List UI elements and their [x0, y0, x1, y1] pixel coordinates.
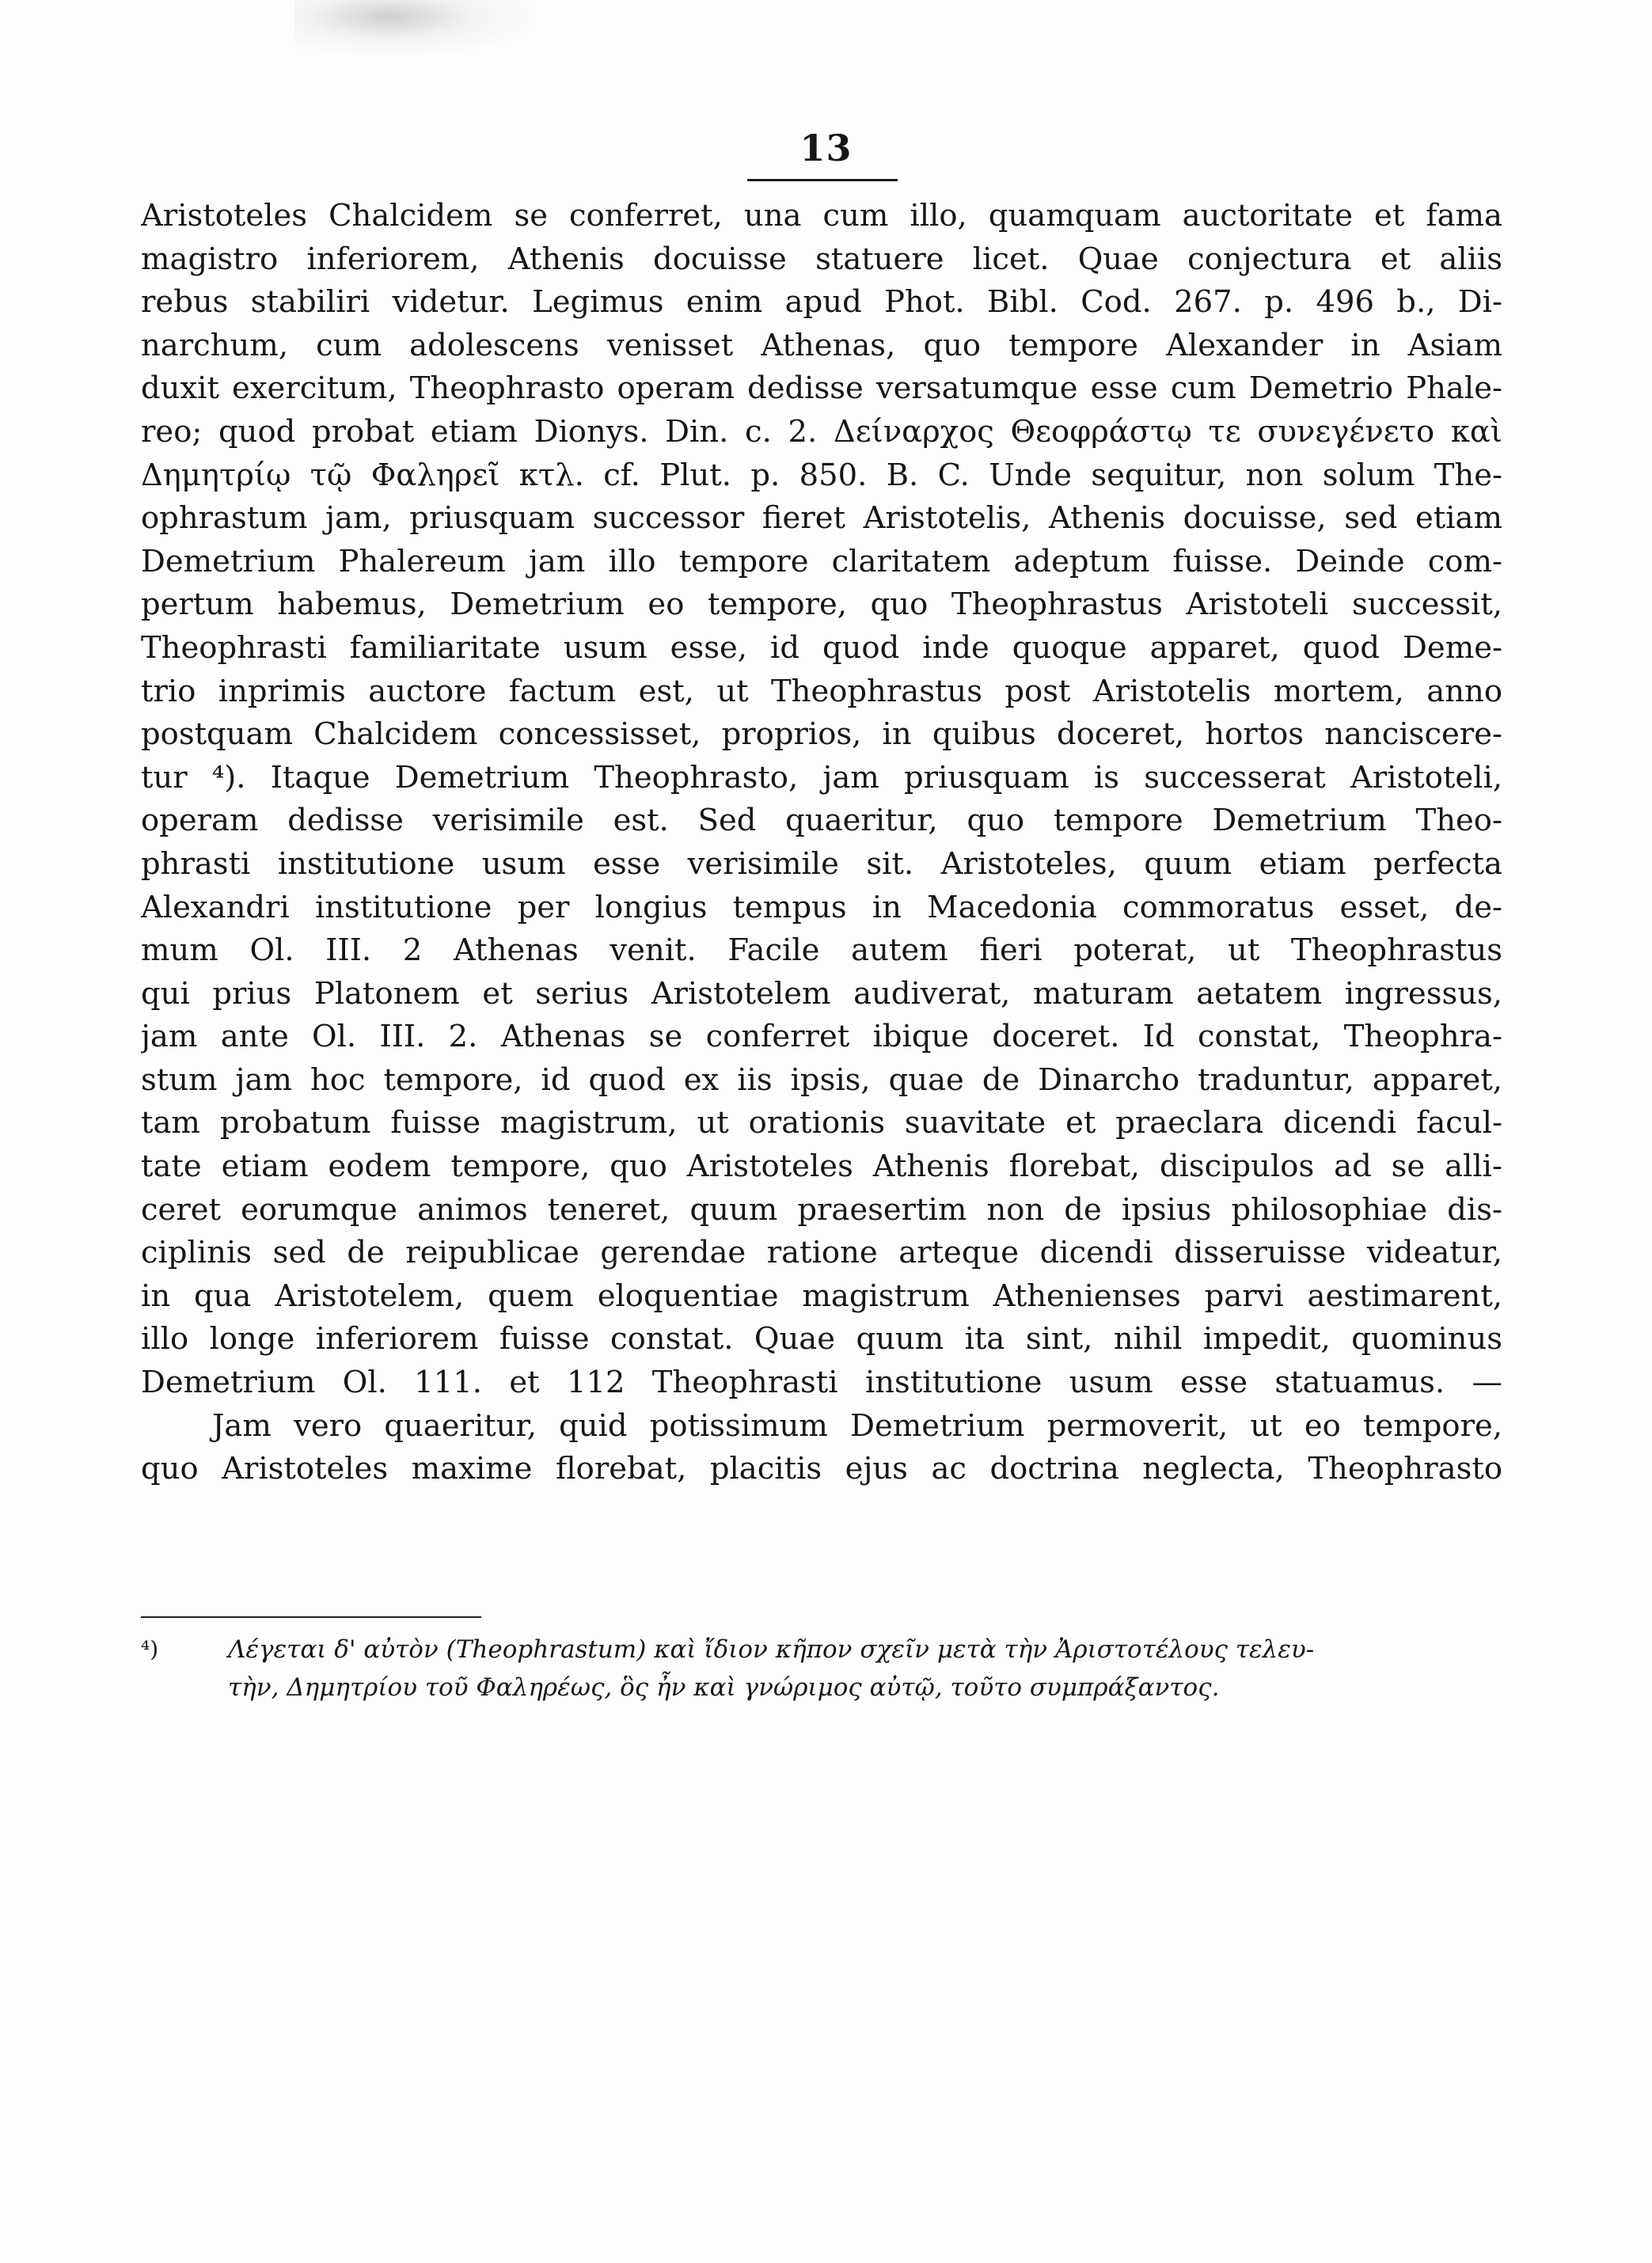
footnote-text: τὴν, Δημητρίου τοῦ Φαληρέως, ὃς ἦν καὶ γνώριμος αὐτῷ, τοῦτο συμπράξαντος.: [228, 1673, 1220, 1702]
body-line: tam probatum fuisse magistrum, ut orationis suavitate et praeclara dicendi facul-: [141, 1105, 1502, 1141]
body-line: mum Ol. III. 2 Athenas venit. Facile autem fieri poterat, ut Theophrastus: [141, 932, 1502, 969]
body-line: rebus stabiliri videtur. Legimus enim apud Phot. Bibl. Cod. 267. p. 496 b., Di-: [141, 284, 1502, 321]
body-text: [141, 195, 1502, 1491]
body-line: Theophrasti familiaritate usum esse, id quod inde quoque apparet, quod Deme-: [141, 629, 1502, 666]
footnote-line: [141, 1631, 1502, 1669]
footnote-text: Λέγεται δ' αὐτὸν (Theophrastum) καὶ ἴδιον κῆπον σχεῖν μετὰ τὴν Ἀριστοτέλους τελευ-: [228, 1635, 1315, 1664]
page-number: 13: [799, 127, 853, 169]
body-line: ceret eorumque animos teneret, quum praesertim non de ipsius philosophiae dis-: [141, 1191, 1502, 1228]
footnote-marker: ⁴): [141, 1636, 159, 1662]
body-line: ciplinis sed de reipublicae gerendae ratione arteque dicendi disseruisse videatur,: [141, 1235, 1502, 1271]
body-line: tur ⁴). Itaque Demetrium Theophrasto, jam priusquam is successerat Aristoteli,: [141, 759, 1502, 795]
body-line-paragraph-start: Jam vero quaeritur, quid potissimum Demetrium permoverit, ut eo tempore,: [212, 1407, 1502, 1444]
body-line: ophrastum jam, priusquam successor fieret Aristotelis, Athenis docuisse, sed etiam: [141, 500, 1502, 537]
body-line: Δημητρίῳ τῷ Φαληρεῖ κτλ. cf. Plut. p. 850. B. C. Unde sequitur, non solum The-: [141, 457, 1502, 493]
body-line: in qua Aristotelem, quem eloquentiae magistrum Athenienses parvi aestimarent,: [141, 1278, 1502, 1314]
body-line: Aristoteles Chalcidem se conferret, una cum illo, quamquam auctoritate et fama: [141, 198, 1502, 234]
body-line: qui prius Platonem et serius Aristotelem audiverat, maturam aetatem ingressus,: [141, 975, 1502, 1012]
body-line: narchum, cum adolescens venisset Athenas, quo tempore Alexander in Asiam: [141, 327, 1502, 363]
body-line: jam ante Ol. III. 2. Athenas se conferret ibique doceret. Id constat, Theophra-: [141, 1019, 1502, 1055]
body-line: reo; quod probat etiam Dionys. Din. c. 2. Δείναρχος Θεοφράστῳ τε συνεγένετο καὶ: [141, 413, 1502, 450]
footnotes: [141, 1631, 1502, 1707]
body-line: duxit exercitum, Theophrasto operam dedisse versatumque esse cum Demetrio Phale-: [141, 370, 1502, 407]
body-line: tate etiam eodem tempore, quo Aristoteles Athenis florebat, discipulos ad se alli-: [141, 1149, 1502, 1185]
body-line: stum jam hoc tempore, id quod ex iis ipsis, quae de Dinarcho traduntur, apparet,: [141, 1061, 1502, 1098]
footnote-separator: [141, 1616, 481, 1618]
body-line: Demetrium Ol. 111. et 112 Theophrasti institutione usum esse statuamus. —: [141, 1365, 1502, 1401]
body-line: phrasti institutione usum esse verisimile sit. Aristoteles, quum etiam perfecta: [141, 845, 1502, 882]
body-line: Demetrium Phalereum jam illo tempore claritatem adeptum fuisse. Deinde com-: [141, 543, 1502, 579]
body-line: pertum habemus, Demetrium eo tempore, quo Theophrastus Aristoteli successit,: [141, 587, 1502, 623]
body-line: operam dedisse verisimile est. Sed quaeritur, quo tempore Demetrium Theo-: [141, 803, 1502, 839]
body-line: magistro inferiorem, Athenis docuisse statuere licet. Quae conjectura et aliis: [141, 241, 1502, 277]
body-line: trio inprimis auctore factum est, ut Theophrastus post Aristotelis mortem, anno: [141, 673, 1502, 709]
paper-stain: [294, 0, 532, 55]
body-line: illo longe inferiorem fuisse constat. Quae quum ita sint, nihil impedit, quominus: [141, 1321, 1502, 1357]
body-line: Alexandri institutione per longius tempus in Macedonia commoratus esset, de-: [141, 889, 1502, 925]
body-line: postquam Chalcidem concessisset, proprios, in quibus doceret, hortos nanciscere-: [141, 716, 1502, 753]
body-line: quo Aristoteles maxime florebat, placitis ejus ac doctrina neglecta, Theophrasto: [141, 1451, 1502, 1487]
page-number-rule: [747, 179, 898, 181]
